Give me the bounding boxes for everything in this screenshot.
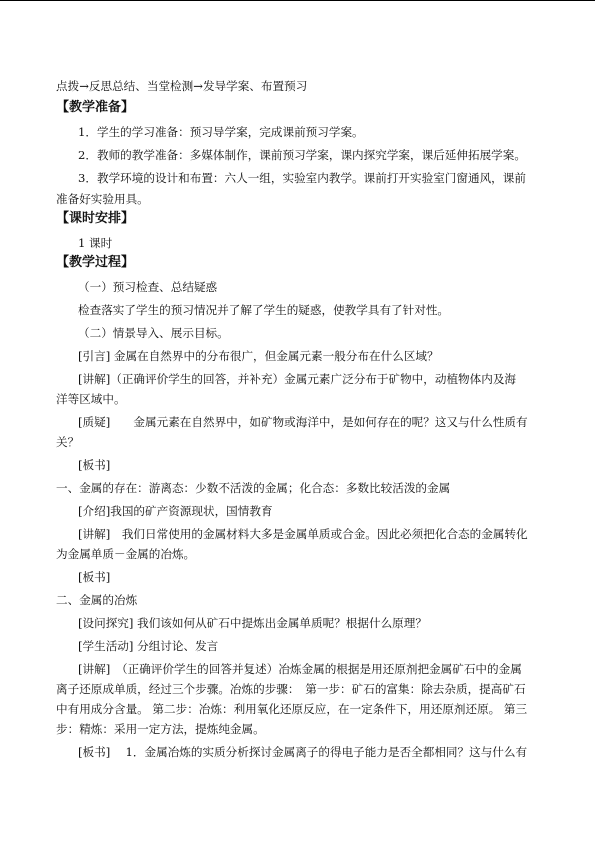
section-heading-process: 【教学过程】 <box>56 255 135 270</box>
paragraph: 中有用成分含量。 第二步：冶炼：利用氧化还原反应，在一定条件下，用还原剂还原。 第三 <box>56 702 528 716</box>
intro-line: 点拨→反思总结、当堂检测→发导学案、布置预习 <box>56 79 308 93</box>
paragraph: [讲解] 我们日常使用的金属材料大多是金属单质或合金。因此必须把化合态的金属转化 <box>78 527 528 541</box>
paragraph: 3．教学环境的设计和布置：六人一组，实验室内教学。课前打开实验室门窗通风，课前 <box>78 171 526 185</box>
paragraph: [讲解] （正确评价学生的回答并复述）冶炼金属的根据是用还原剂把金属矿石中的金属 <box>78 662 522 676</box>
paragraph: 步：精炼：采用一定方法，提炼纯金属。 <box>56 722 265 736</box>
paragraph: 检查落实了学生的预习情况并了解了学生的疑惑，使教学具有了针对性。 <box>78 303 450 317</box>
paragraph: （一）预习检查、总结疑惑 <box>78 280 218 294</box>
header-rule <box>0 0 595 1</box>
section-heading-prep: 【教学准备】 <box>56 100 135 115</box>
paragraph: 洋等区域中。 <box>56 392 126 406</box>
paragraph: [板书] <box>78 458 111 472</box>
paragraph: （二）情景导入、展示目标。 <box>78 326 229 340</box>
paragraph: 1．学生的学习准备：预习导学案，完成课前预习学案。 <box>78 125 364 139</box>
paragraph: 离子还原成单质，经过三个步骤。冶炼的步骤： 第一步：矿石的富集：除去杂质，提高矿石 <box>56 682 526 696</box>
paragraph: [引言] 金属在自然界中的分布很广，但金属元素一般分布在什么区域？ <box>78 349 439 363</box>
paragraph: [质疑] 金属元素在自然界中，如矿物或海洋中，是如何存在的呢？这又与什么性质有 <box>78 415 528 429</box>
paragraph: [设问探究] 我们该如何从矿石中提炼出金属单质呢？根据什么原理？ <box>78 616 427 630</box>
paragraph: [讲解]（正确评价学生的回答，并补充）金属元素广泛分布于矿物中，动植物体内及海 <box>78 372 517 386</box>
paragraph: 一、金属的存在：游离态：少数不活泼的金属；化合态：多数比较活泼的金属 <box>56 481 451 495</box>
paragraph: 二、金属的冶炼 <box>56 593 138 607</box>
paragraph: 关？ <box>56 435 80 449</box>
paragraph: [介绍]我国的矿产资源现状，国情教育 <box>78 504 273 518</box>
paragraph: [学生活动] 分组讨论、发言 <box>78 639 219 653</box>
section-heading-time: 【课时安排】 <box>56 211 135 226</box>
paragraph: [板书] 1．金属冶炼的实质分析探讨金属离子的得电子能力是否全都相同？这与什么有 <box>78 745 528 759</box>
paragraph: 为金属单质－金属的冶炼。 <box>56 547 196 561</box>
paragraph: 准备好实验用具。 <box>56 192 149 206</box>
paragraph: [板书] <box>78 570 111 584</box>
paragraph: 2．教师的教学准备：多媒体制作，课前预习学案，课内探究学案，课后延伸拓展学案。 <box>78 148 526 162</box>
paragraph: 1 课时 <box>78 236 113 250</box>
